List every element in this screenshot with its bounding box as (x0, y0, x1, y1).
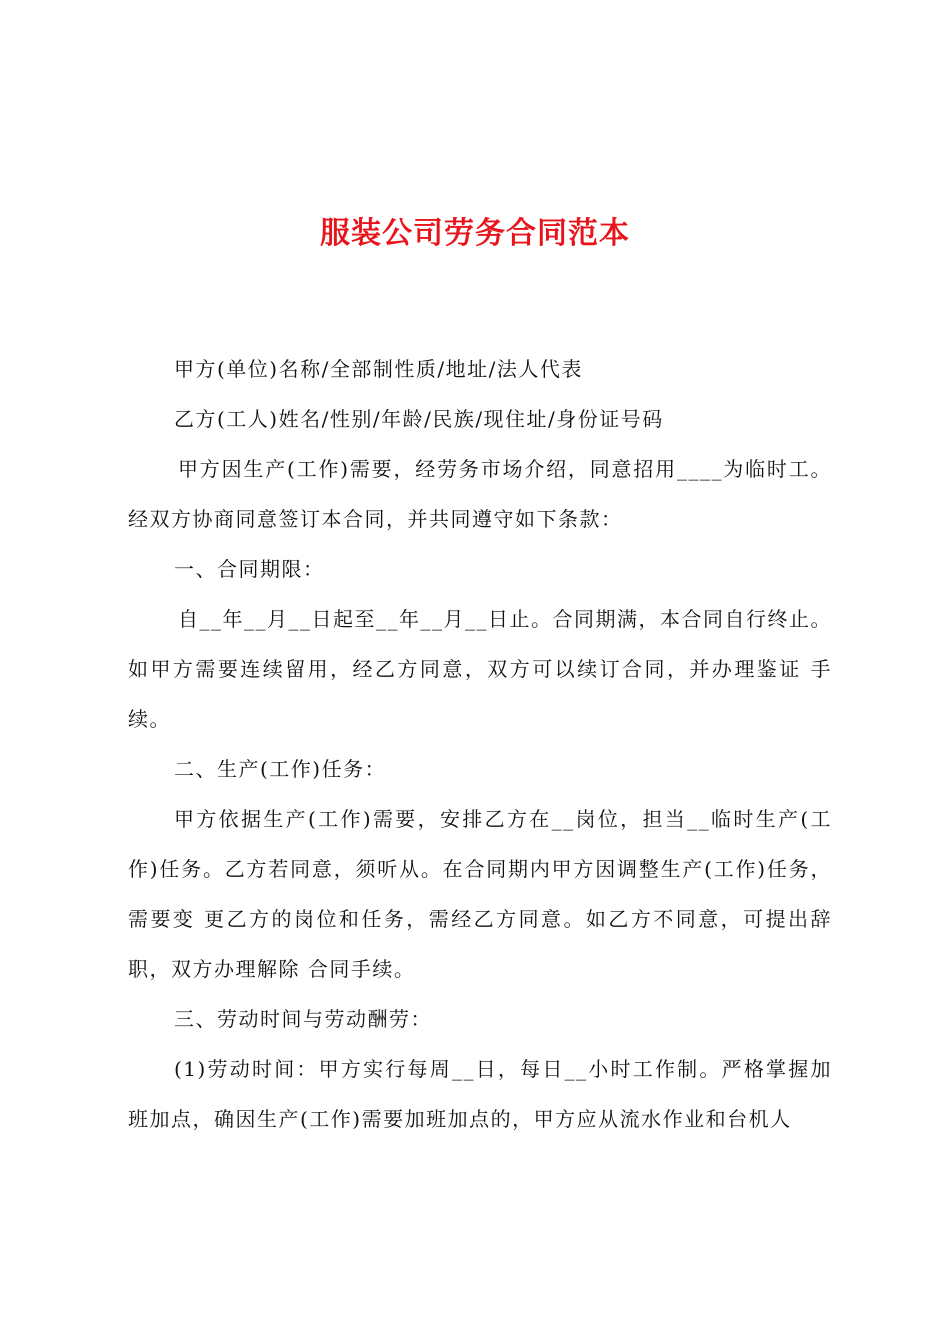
hours-paragraph: (1)劳动时间：甲方实行每周__日，每日__小时工作制。严格掌握加班加点，确因生产(工作)需要加班加点的，甲方应从流水作业和台机人 (128, 1057, 832, 1131)
term-paragraph: 自__年__月__日起至__年__月__日止。合同期满，本合同自行终止。如甲方需要连续留用，经乙方同意，双方可以续订合同，并办理鉴证 手续。 (128, 607, 832, 731)
section-heading-term: 一、合同期限： (174, 557, 325, 581)
party-b-line: 乙方(工人)姓名/性别/年龄/民族/现住址/身份证号码 (174, 407, 664, 431)
document-body (128, 344, 832, 1144)
section-heading-hours-pay: 三、劳动时间与劳动酬劳： (174, 1007, 432, 1031)
section-heading-task: 二、生产(工作)任务： (174, 757, 387, 781)
document-title: 服装公司劳务合同范本 (320, 216, 630, 251)
intro-paragraph: 甲方因生产(工作)需要，经劳务市场介绍，同意招用____为临时工。经双方协商同意签订本合同，并共同遵守如下条款： (128, 457, 832, 531)
task-paragraph: 甲方依据生产(工作)需要，安排乙方在__岗位，担当__临时生产(工作)任务。乙方若同意，须听从。在合同期内甲方因调整生产(工作)任务，需要变 更乙方的岗位和任务，需经乙方同意。如乙方不同意，可提出辞职，双方办理解除 合同手续。 (128, 807, 832, 981)
party-a-line: 甲方(单位)名称/全部制性质/地址/法人代表 (174, 357, 583, 381)
